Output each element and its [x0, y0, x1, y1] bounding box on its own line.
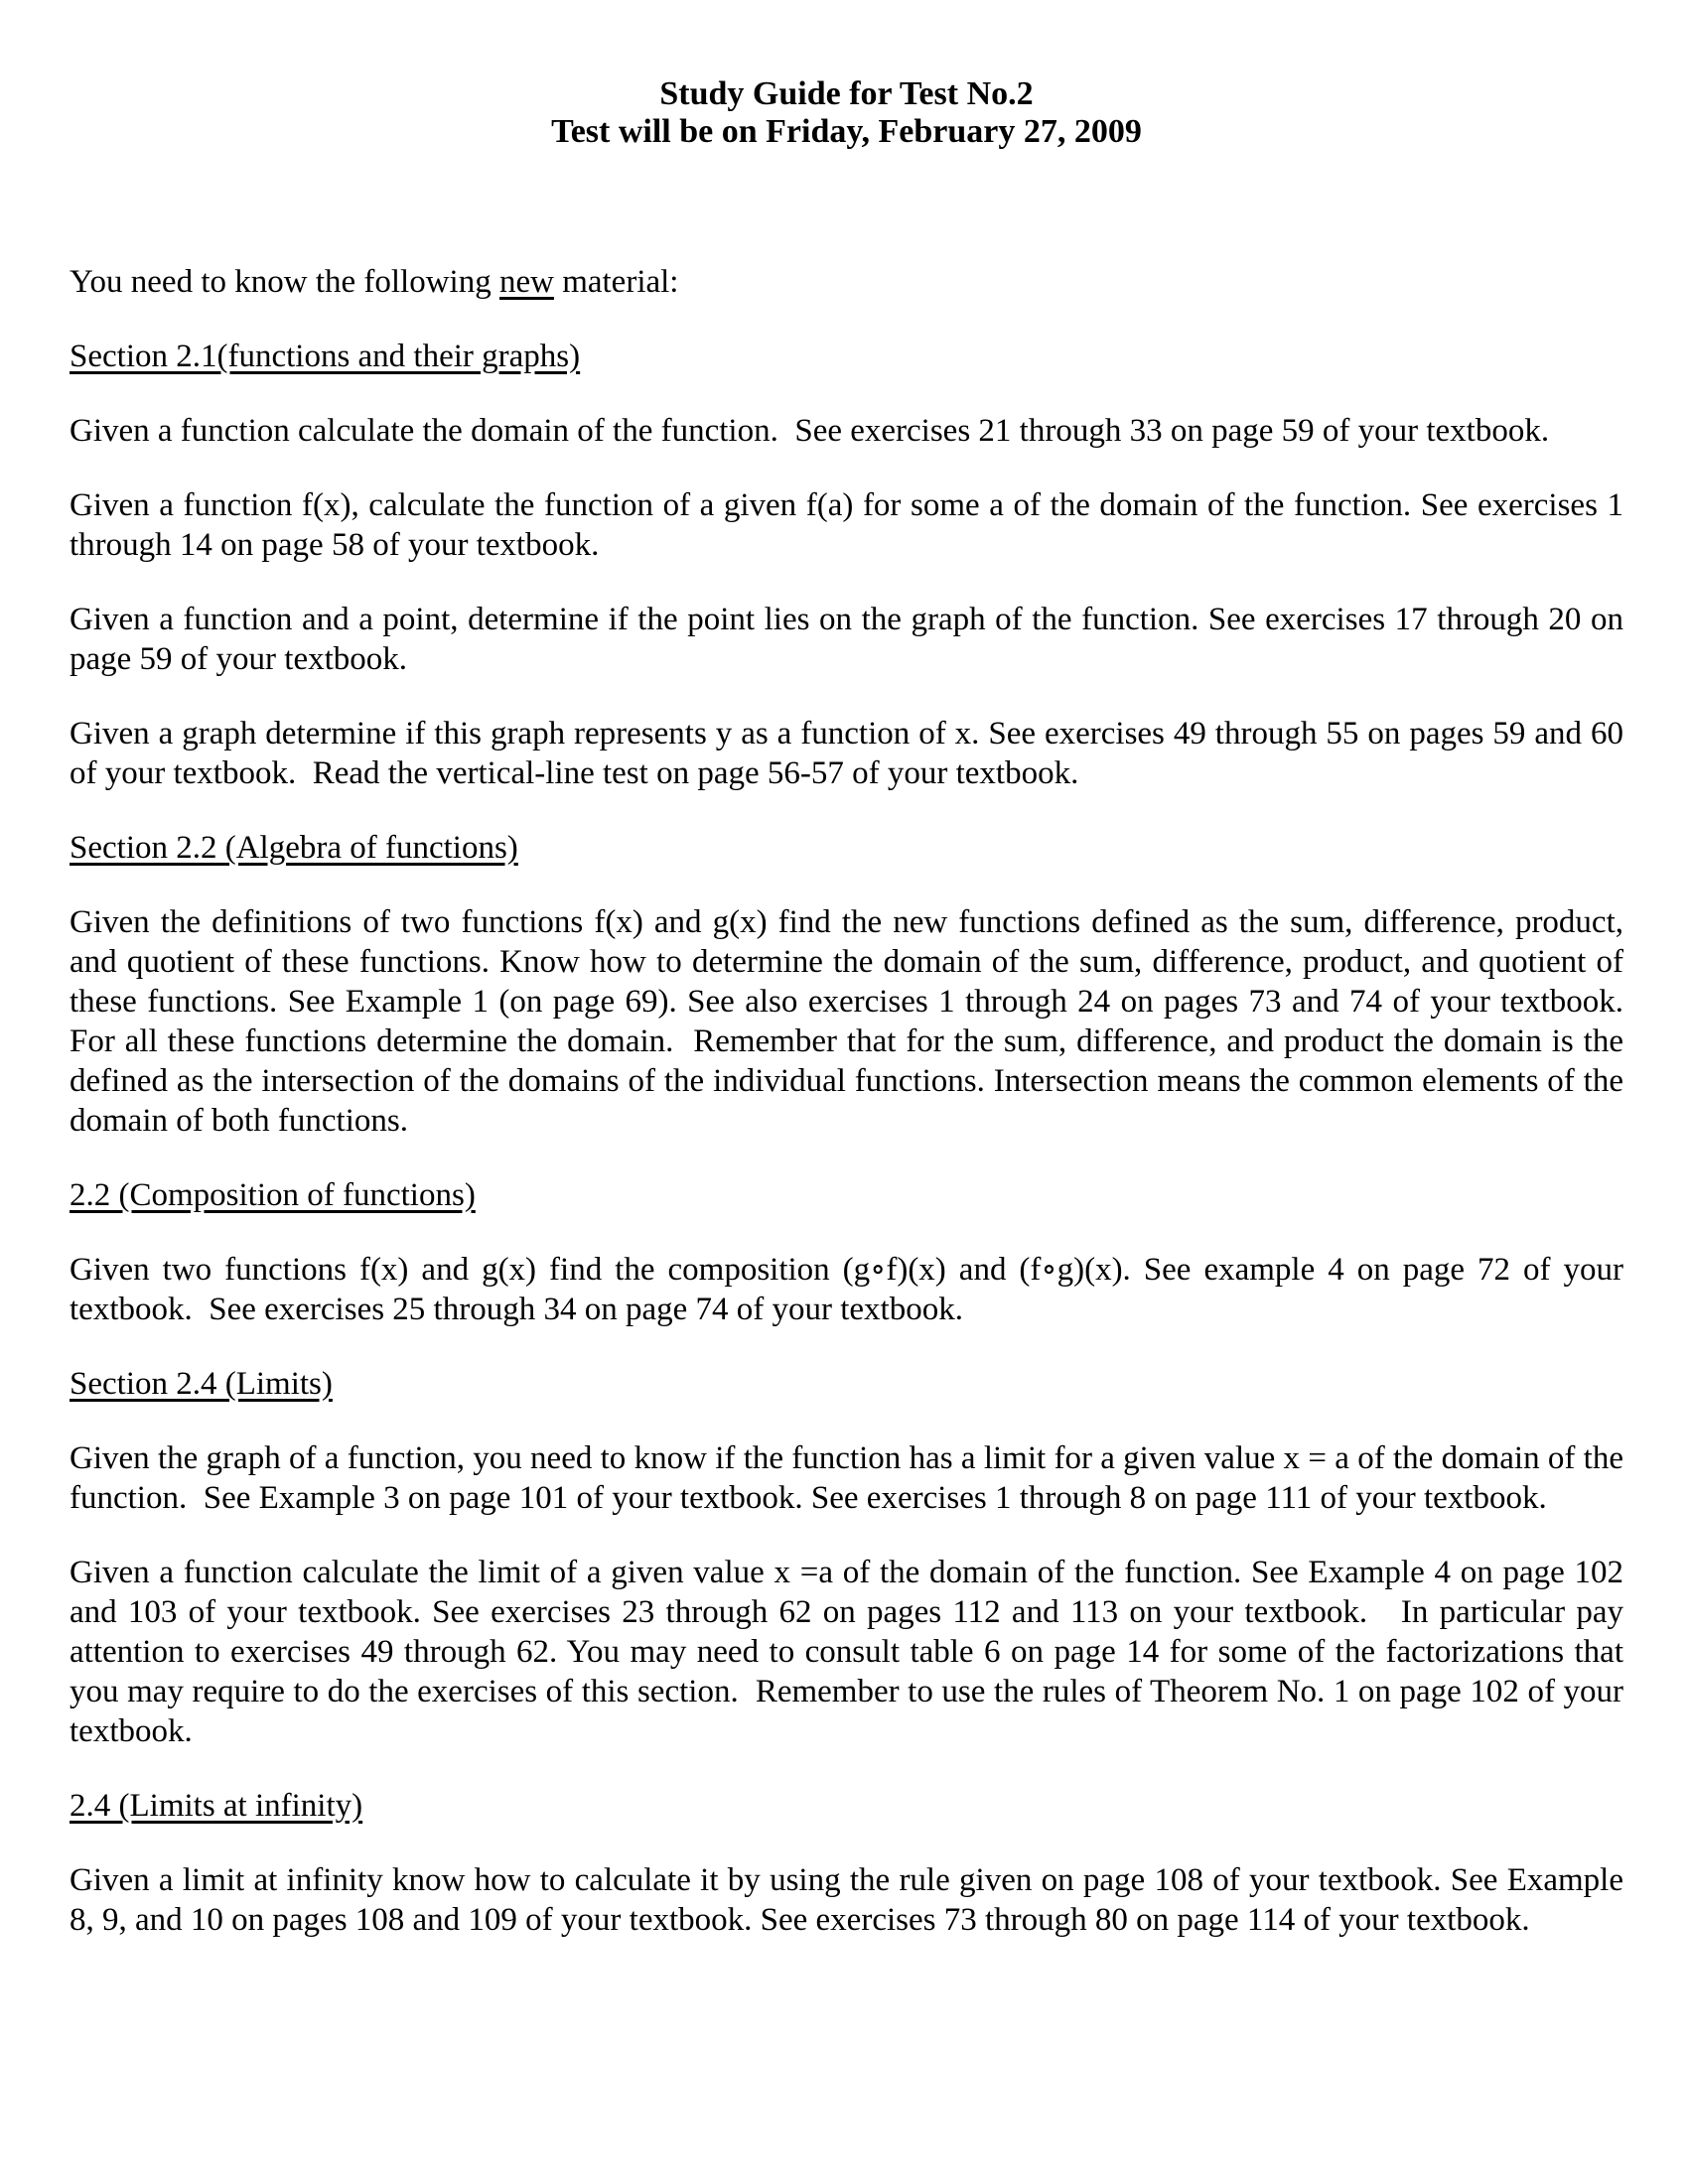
intro-underlined-word: new [498, 264, 554, 300]
intro-text-after: material: [553, 264, 679, 300]
paragraph: Given a function and a point, determine if the point lies on the graph of the function. See exercises 17 through 20 on page 59 of your textbook. [70, 602, 1632, 677]
section-heading-2-4-limits-infinity: 2.4 (Limits at infinity) [70, 1788, 363, 1824]
paragraph: Given a graph determine if this graph represents y as a function of x. See exercises 49 through 55 on pages 59 and 60 of your textbook. Read the vertical-line test on page 56-57 of your textbook. [70, 716, 1632, 791]
intro-sentence [70, 262, 1623, 302]
document-title [70, 75, 1623, 151]
paragraph: Given a limit at infinity know how to calculate it by using the rule given on page 108 of your textbook. See Example 8, 9, and 10 on pages 108 and 109 of your textbook. See exercises 73 through 80 on page 114 of your textbook. [70, 1862, 1632, 1938]
paragraph: Given a function f(x), calculate the function of a given f(a) for some a of the domain of the function. See exercises 1 through 14 on page 58 of your textbook. [70, 487, 1632, 563]
paragraph: Given the graph of a function, you need to know if the function has a limit for a given value x = a of the domain of the function. See Example 3 on page 101 of your textbook. See exercises 1 through 8 on page 111 of your textbook. [70, 1440, 1632, 1516]
title-line-1: Study Guide for Test No.2 [659, 75, 1034, 112]
paragraph: Given two functions f(x) and g(x) find the composition (g∘f)(x) and (f∘g)(x). See example 4 on page 72 of your textbook. See exercises 25 through 34 on page 74 of your textbook. [70, 1252, 1632, 1327]
intro-text-before: You need to know the following [70, 264, 499, 300]
paragraph: Given a function calculate the domain of the function. See exercises 21 through 33 on page 59 of your textbook. [70, 413, 1550, 449]
section-heading-2-2-composition: 2.2 (Composition of functions) [70, 1177, 476, 1213]
paragraph: Given the definitions of two functions f(x) and g(x) find the new functions defined as the sum, difference, product, and quotient of these functions. Know how to determine the domain of the sum, difference, product, and quotient of these functions. See Example 1 (on page 69). See also exercises 1 through 24 on pages 73 and 74 of your textbook. For all these functions determine the domain. Remember that for the sum, difference, and product the domain is the defined as the intersection of the domains of the individual functions. Intersection means the common elements of the domain of both functions. [70, 904, 1632, 1139]
section-heading-2-1: Section 2.1(functions and their graphs) [70, 339, 581, 374]
paragraph: Given a function calculate the limit of a given value x =a of the domain of the function. See Example 4 on page 102 and 103 of your textbook. See exercises 23 through 62 on pages 112 and 113 on your textbook. In particular pay attention to exercises 49 through 62. You may need to consult table 6 on page 14 for some of the factorizations that you may require to do the exercises of this section. Remember to use the rules of Theorem No. 1 on page 102 of your textbook. [70, 1555, 1632, 1749]
section-heading-2-4-limits: Section 2.4 (Limits) [70, 1366, 333, 1402]
title-line-2: Test will be on Friday, February 27, 2009 [551, 113, 1142, 150]
section-heading-2-2-algebra: Section 2.2 (Algebra of functions) [70, 830, 518, 866]
